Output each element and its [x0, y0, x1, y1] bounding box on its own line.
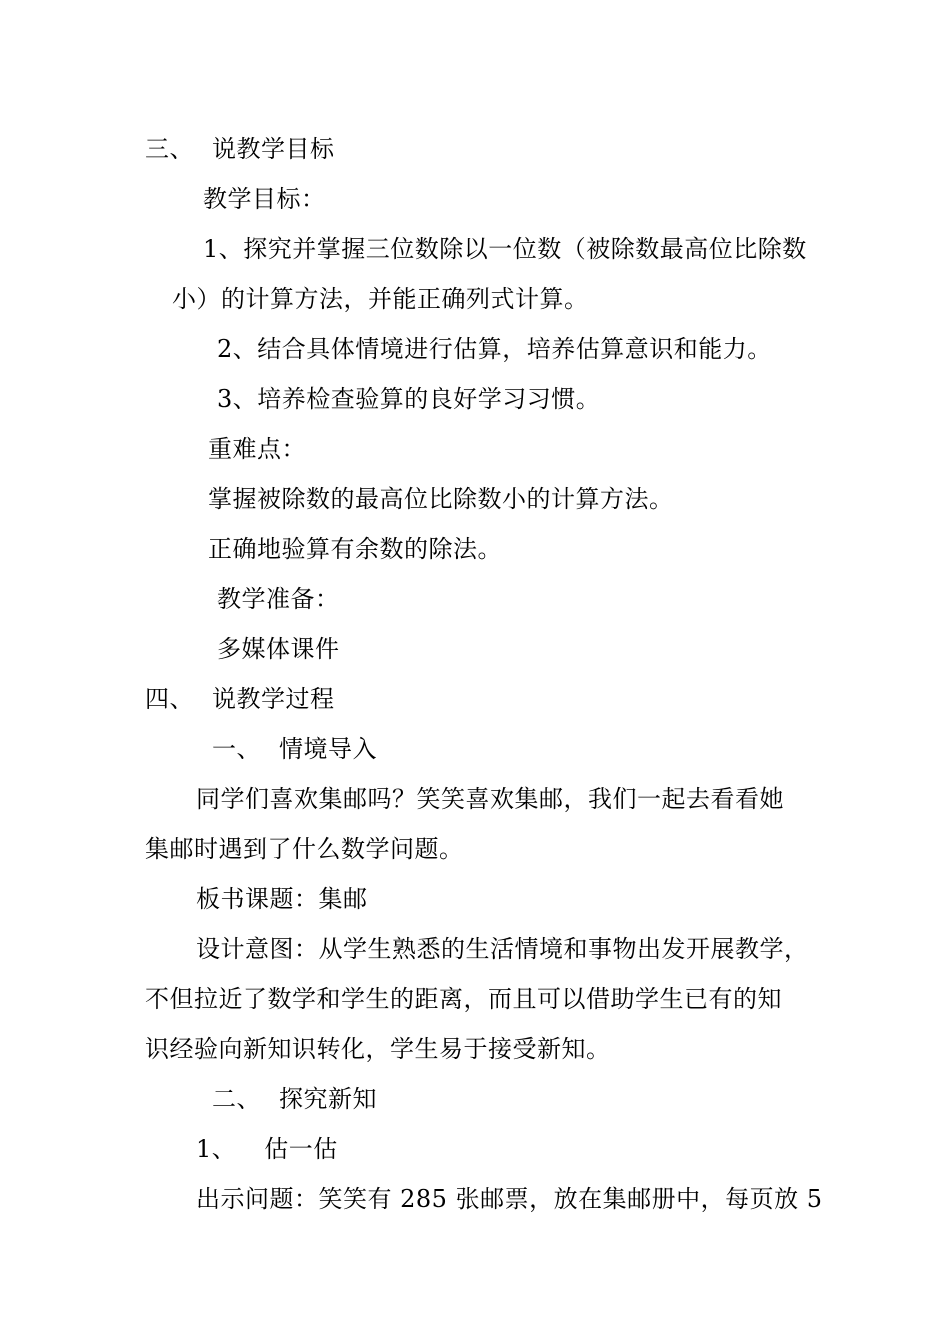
section4-number: 四、 — [145, 685, 194, 713]
problem-line1: 出示问题：笑笑有 285 张邮票，放在集邮册中，每页放 5 — [196, 1185, 823, 1213]
part2-number: 二、 — [212, 1085, 261, 1113]
board-title: 板书课题：集邮 — [196, 885, 368, 913]
preparation-text: 多媒体课件 — [217, 635, 340, 663]
intro-line1: 同学们喜欢集邮吗？笑笑喜欢集邮，我们一起去看看她 — [196, 785, 784, 813]
key-point2: 正确地验算有余数的除法。 — [208, 535, 502, 563]
section4-title: 说教学过程 — [212, 685, 335, 713]
key-points-heading: 重难点： — [208, 435, 306, 463]
design-line1: 设计意图：从学生熟悉的生活情境和事物出发开展教学， — [196, 935, 809, 963]
design-line3: 识经验向新知识转化，学生易于接受新知。 — [145, 1035, 611, 1063]
section3-title: 说教学目标 — [212, 135, 335, 163]
section4-heading — [145, 684, 335, 714]
objective1-line2: 小）的计算方法，并能正确列式计算。 — [172, 285, 589, 313]
design-line2: 不但拉近了数学和学生的距离，而且可以借助学生已有的知 — [145, 985, 782, 1013]
step1-heading — [196, 1134, 338, 1164]
part1-number: 一、 — [212, 735, 261, 763]
preparation-heading: 教学准备： — [217, 585, 340, 613]
objective3: 3、培养检查验算的良好学习习惯。 — [217, 385, 601, 413]
key-point1: 掌握被除数的最高位比除数小的计算方法。 — [208, 485, 674, 513]
part1-heading — [212, 734, 377, 764]
section3-heading — [145, 134, 335, 164]
objectives-heading: 教学目标： — [203, 185, 326, 213]
section3-number: 三、 — [145, 135, 194, 163]
objective1-line1: 1、探究并掌握三位数除以一位数（被除数最高位比除数 — [203, 235, 807, 263]
objective2: 2、结合具体情境进行估算，培养估算意识和能力。 — [217, 335, 772, 363]
step1-title: 估一估 — [264, 1135, 338, 1163]
step1-number: 1、 — [196, 1135, 237, 1163]
part1-title: 情境导入 — [279, 735, 377, 763]
part2-heading — [212, 1084, 377, 1114]
part2-title: 探究新知 — [279, 1085, 377, 1113]
intro-line2: 集邮时遇到了什么数学问题。 — [145, 835, 464, 863]
